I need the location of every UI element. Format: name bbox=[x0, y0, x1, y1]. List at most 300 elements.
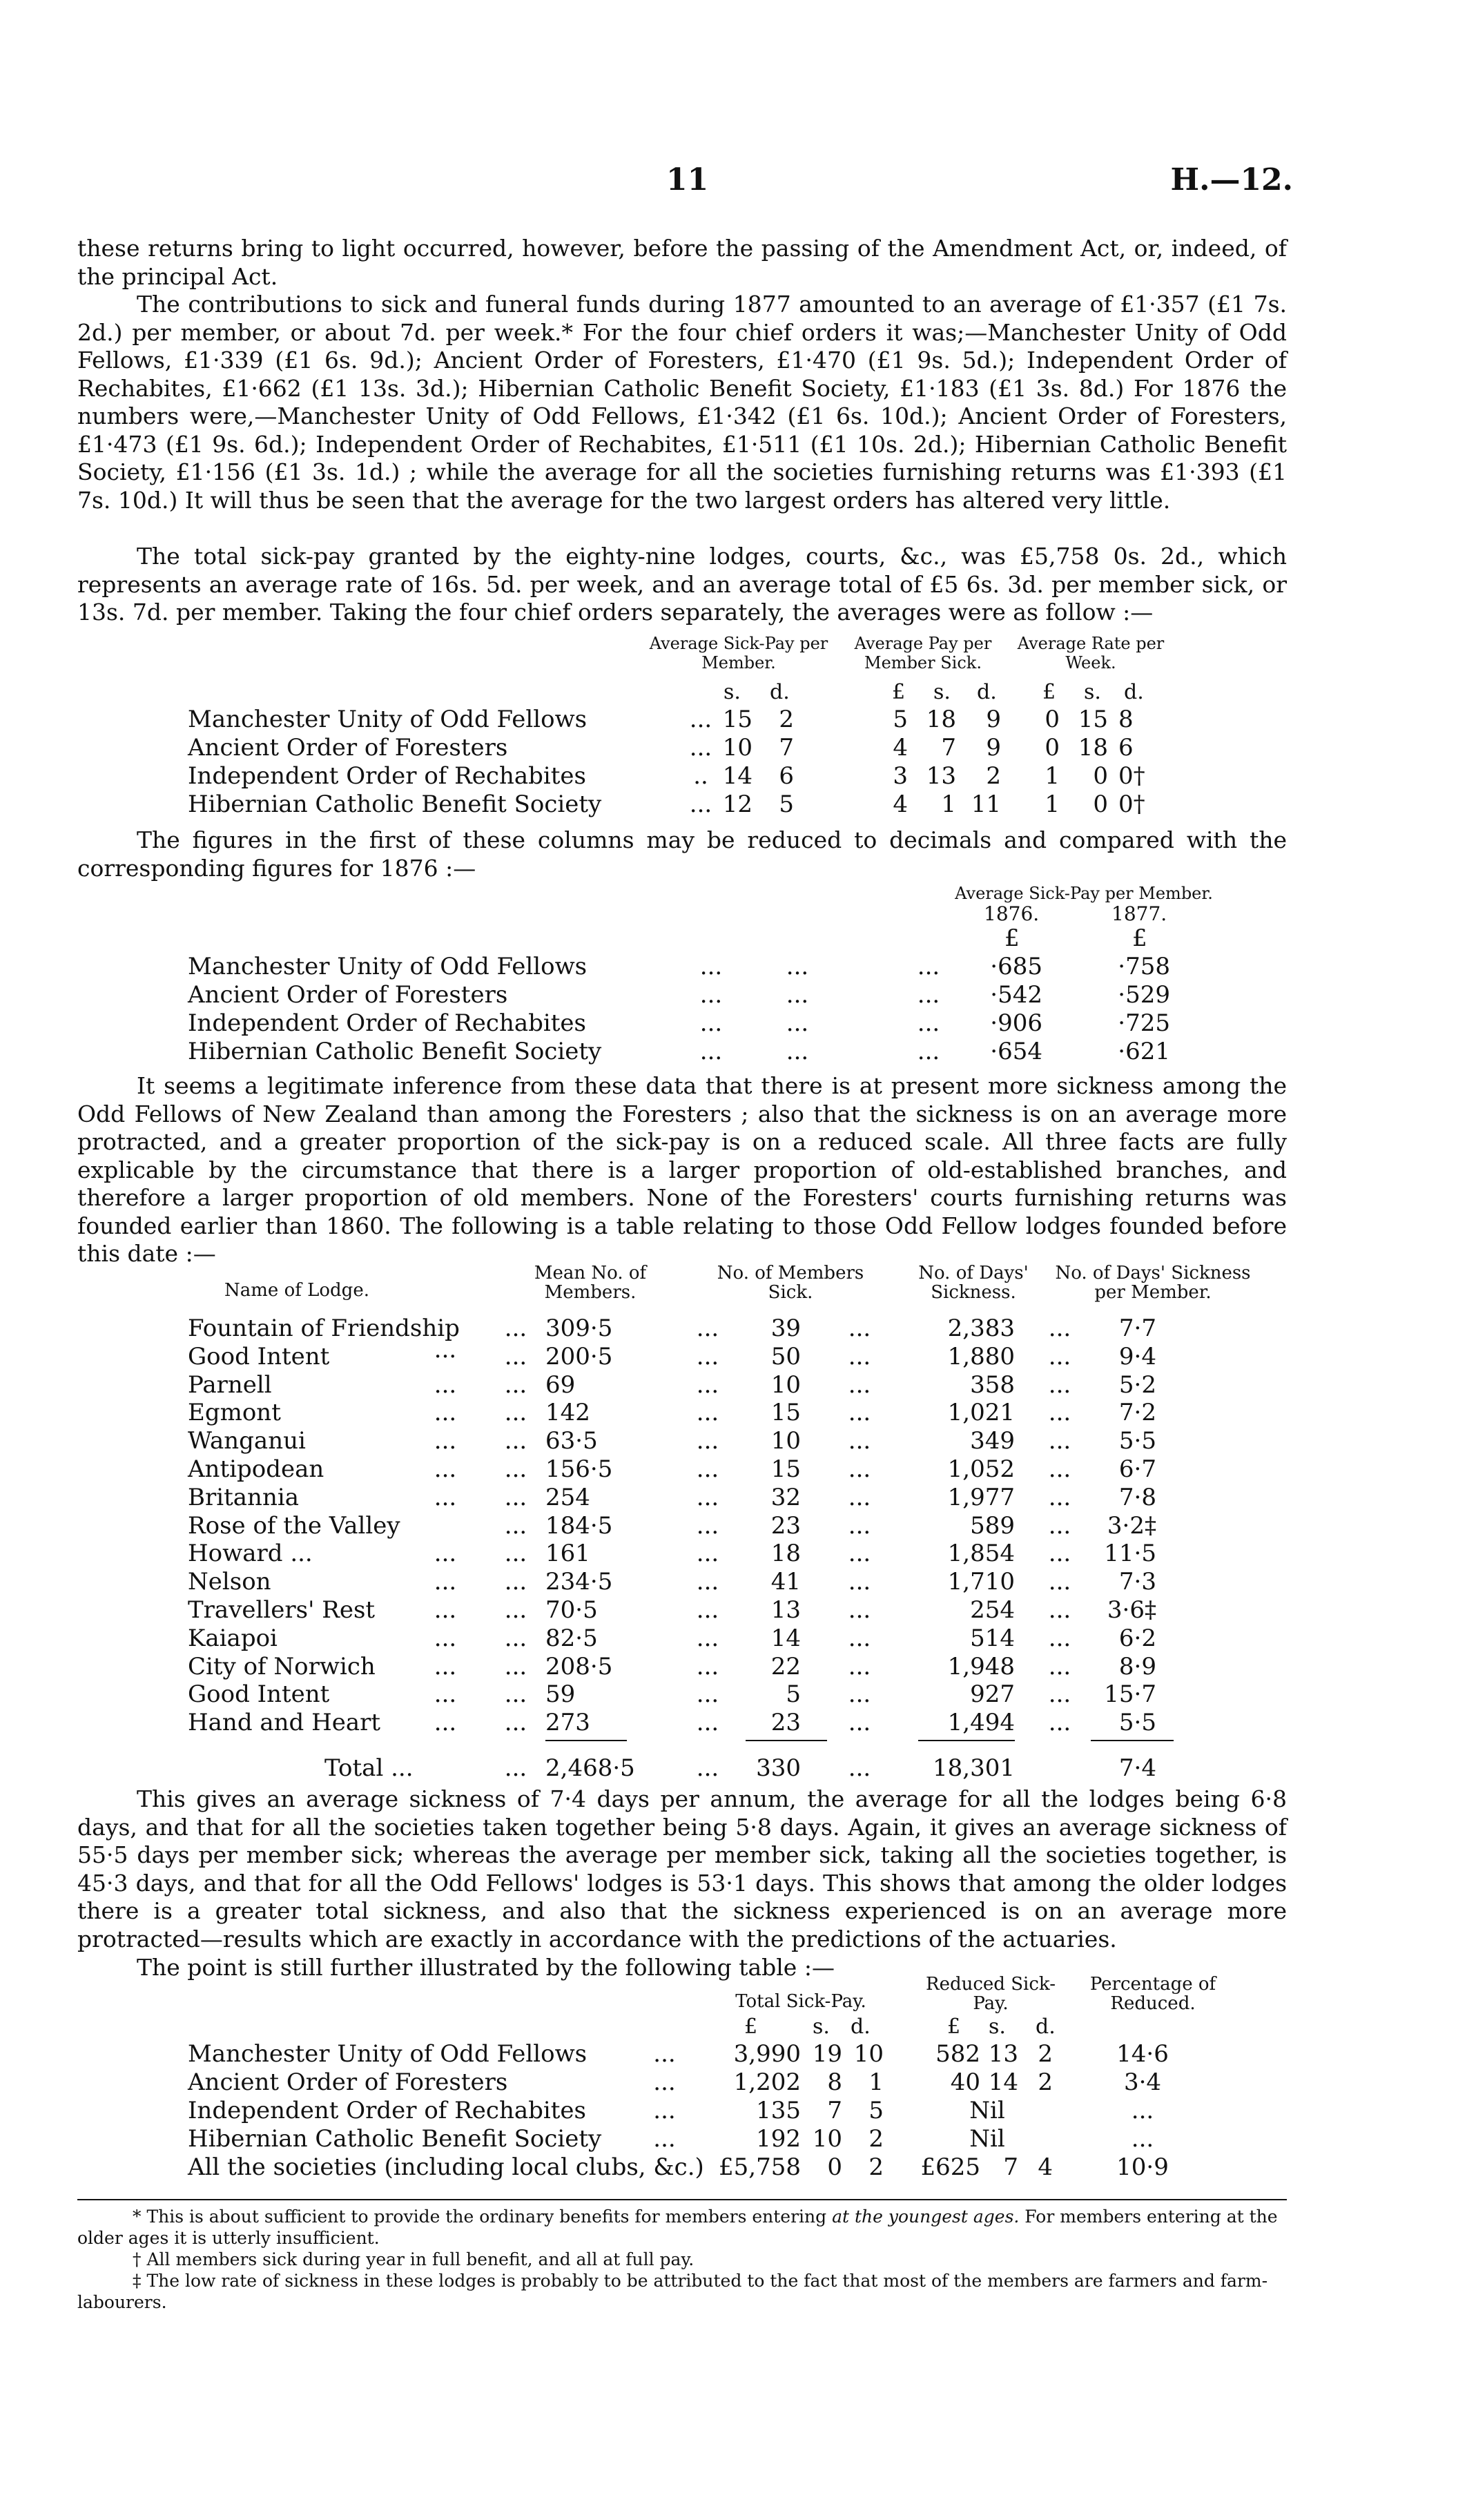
leader-dots: ... bbox=[1048, 1315, 1071, 1342]
footnote-emphasis: at the youngest ages. bbox=[832, 2207, 1020, 2227]
unit-label: s. bbox=[724, 680, 741, 704]
table-row bbox=[0, 2040, 1476, 2068]
leader-dots: ... bbox=[504, 1652, 527, 1680]
days-sickness: 349 bbox=[970, 1427, 1015, 1455]
total-rule bbox=[746, 1740, 827, 1741]
leader-dots: ... bbox=[848, 1315, 871, 1342]
leader-dots: ... bbox=[434, 1370, 457, 1399]
total-pounds: 1,202 bbox=[733, 2068, 801, 2096]
leader-dots: ... bbox=[848, 1511, 871, 1540]
unit-label: s. bbox=[1084, 680, 1101, 704]
table-row bbox=[0, 1038, 1476, 1065]
cell-value: 18 bbox=[1078, 734, 1108, 762]
cell-value: 15 bbox=[1078, 706, 1108, 733]
mean-members: 200·5 bbox=[545, 1342, 613, 1370]
leader-dots: ... bbox=[1048, 1540, 1071, 1568]
days-sickness: 1,710 bbox=[947, 1568, 1015, 1596]
leader-dots: ··· bbox=[434, 1342, 457, 1370]
leader-dots: ... bbox=[653, 2040, 676, 2068]
reduced-nil: Nil bbox=[969, 2125, 1005, 2153]
value-1877: ·529 bbox=[1118, 981, 1170, 1009]
lodge-name: Travellers' Rest bbox=[188, 1596, 376, 1624]
table-row bbox=[0, 1680, 1476, 1708]
value-1876: ·542 bbox=[990, 981, 1042, 1009]
leader-dots: ... bbox=[1048, 1624, 1071, 1652]
paragraph-decimals: The figures in the first of these columns may be reduced to decimals and compared with the corresponding figures for 1876 :— bbox=[77, 826, 1287, 882]
leader-dots: ... bbox=[696, 1511, 719, 1540]
leader-dots: ... bbox=[917, 1009, 940, 1037]
year-label: 1877. bbox=[1111, 902, 1167, 925]
unit-label: £ bbox=[1132, 924, 1147, 952]
table-row bbox=[0, 1709, 1476, 1736]
column-header: No. of Members Sick. bbox=[717, 1263, 864, 1303]
unit-label: d. bbox=[770, 680, 790, 704]
units-row bbox=[0, 924, 1476, 952]
total-pounds: 3,990 bbox=[733, 2040, 801, 2068]
reduced-pounds: 40 bbox=[950, 2068, 980, 2096]
leader-dots: ... bbox=[696, 1540, 719, 1568]
year-label: 1876. bbox=[984, 902, 1040, 925]
cell-value: 5 bbox=[893, 706, 908, 733]
days-sickness: 589 bbox=[970, 1511, 1015, 1540]
leader-dots: ... bbox=[689, 706, 712, 733]
leader-dots: ... bbox=[1048, 1455, 1071, 1483]
paragraph-illustrated: The point is still further illustrated by the following table :— bbox=[137, 1954, 835, 1981]
lodge-name: Fountain of Friendship bbox=[188, 1315, 460, 1342]
footnote-double-dagger: ‡ The low rate of sickness in these lodges is probably to be attributed to the fact that most of the members are farmers and farm-labourers. bbox=[77, 2271, 1268, 2312]
lodge-name: City of Norwich bbox=[188, 1652, 376, 1680]
total-shillings: 7 bbox=[827, 2097, 842, 2124]
column-header: Reduced Sick-Pay. bbox=[926, 1974, 1056, 2014]
leader-dots: ... bbox=[1048, 1342, 1071, 1370]
mean-members: 142 bbox=[545, 1399, 590, 1427]
table-row bbox=[0, 1596, 1476, 1624]
leader-dots: ... bbox=[696, 1624, 719, 1652]
lodge-name: Parnell bbox=[188, 1370, 272, 1399]
days-per-member: 5·5 bbox=[1118, 1709, 1156, 1737]
mean-members: 273 bbox=[545, 1709, 590, 1737]
leader-dots: ... bbox=[653, 2125, 676, 2153]
members-sick: 14 bbox=[770, 1624, 801, 1652]
leader-dots: ... bbox=[504, 1568, 527, 1596]
table-row bbox=[0, 762, 1476, 790]
order-name: Hibernian Catholic Benefit Society bbox=[188, 1038, 602, 1065]
cell-value: 9 bbox=[986, 706, 1001, 733]
column-header: Average Pay per Member Sick. bbox=[854, 634, 992, 672]
leader-dots: ... bbox=[696, 1399, 719, 1427]
leader-dots: ... bbox=[848, 1680, 871, 1709]
table-row bbox=[0, 2097, 1476, 2124]
lodge-name: Kaiapoi bbox=[188, 1624, 278, 1652]
order-name: Independent Order of Rechabites bbox=[188, 762, 586, 790]
table-row bbox=[0, 2125, 1476, 2153]
total-sick: 330 bbox=[756, 1754, 801, 1782]
table-row bbox=[0, 1315, 1476, 1342]
leader-dots: ... bbox=[696, 1596, 719, 1624]
order-name: Hibernian Catholic Benefit Society bbox=[188, 2125, 602, 2153]
days-sickness: 1,052 bbox=[947, 1455, 1015, 1483]
leader-dots: ... bbox=[1048, 1370, 1071, 1399]
days-per-member: 8·9 bbox=[1118, 1652, 1156, 1680]
leader-dots: ... bbox=[696, 1455, 719, 1483]
leader-dots: ... bbox=[696, 1483, 719, 1511]
leader-dots: ... bbox=[848, 1596, 871, 1624]
leader-dots: ... bbox=[917, 981, 940, 1009]
unit-label: £ bbox=[744, 2015, 758, 2039]
days-sickness: 1,880 bbox=[947, 1342, 1015, 1370]
footnote-dagger: † All members sick during year in full benefit, and all at full pay. bbox=[133, 2249, 695, 2269]
total-pounds: £5,758 bbox=[719, 2153, 801, 2181]
total-pence: 2 bbox=[868, 2153, 884, 2181]
leader-dots: ... bbox=[504, 1370, 527, 1399]
cell-value: 0 bbox=[1093, 762, 1108, 790]
leader-dots: ... bbox=[786, 953, 809, 980]
percentage-reduced: 10·9 bbox=[1116, 2153, 1169, 2181]
mean-members: 156·5 bbox=[545, 1455, 613, 1483]
leader-dots: ... bbox=[504, 1596, 527, 1624]
total-shillings: 0 bbox=[827, 2153, 842, 2181]
reduced-pounds: £625 bbox=[920, 2153, 980, 2181]
leader-dots: ... bbox=[504, 1511, 527, 1540]
value-1876: ·685 bbox=[990, 953, 1042, 980]
column-header: No. of Days' Sickness. bbox=[918, 1263, 1029, 1303]
cell-value: 15 bbox=[722, 706, 752, 733]
total-shillings: 19 bbox=[812, 2040, 842, 2068]
lodge-name: Howard ... bbox=[188, 1540, 313, 1568]
cell-value: 2 bbox=[986, 762, 1001, 790]
unit-label: s. bbox=[933, 680, 951, 704]
table-row bbox=[0, 1540, 1476, 1567]
total-days: 18,301 bbox=[933, 1754, 1015, 1782]
lodge-name: Hand and Heart bbox=[188, 1709, 381, 1737]
table-row bbox=[0, 1343, 1476, 1370]
table-row bbox=[0, 981, 1476, 1009]
cell-value: 2 bbox=[779, 706, 794, 733]
value-1876: ·906 bbox=[990, 1009, 1042, 1037]
table-row bbox=[0, 953, 1476, 980]
cell-value: 3 bbox=[893, 762, 908, 790]
cell-value: 1 bbox=[1045, 762, 1060, 790]
table-row bbox=[0, 1455, 1476, 1483]
table-row bbox=[0, 1568, 1476, 1596]
days-per-member: 11·5 bbox=[1104, 1540, 1156, 1568]
lodge-name: Britannia bbox=[188, 1483, 299, 1511]
page-header bbox=[0, 162, 1476, 204]
total-members: 2,468·5 bbox=[545, 1754, 635, 1782]
total-pence: 5 bbox=[868, 2097, 884, 2124]
leader-dots: ... bbox=[1048, 1596, 1071, 1624]
percentage-reduced: ... bbox=[1131, 2097, 1154, 2124]
reduced-nil: Nil bbox=[969, 2097, 1005, 2124]
members-sick: 23 bbox=[770, 1709, 801, 1737]
leader-dots: ... bbox=[696, 1427, 719, 1455]
footnote-text: * This is about sufficient to provide the ordinary benefits for members entering bbox=[133, 2207, 833, 2227]
members-sick: 50 bbox=[770, 1342, 801, 1370]
days-per-member: 5·2 bbox=[1118, 1370, 1156, 1399]
mean-members: 70·5 bbox=[545, 1596, 598, 1624]
leader-dots: ... bbox=[848, 1483, 871, 1511]
unit-label: £ bbox=[947, 2015, 961, 2039]
cell-value: 4 bbox=[893, 791, 908, 818]
reduced-pence: 2 bbox=[1038, 2040, 1053, 2068]
cell-value: 1 bbox=[1045, 791, 1060, 818]
members-sick: 10 bbox=[770, 1370, 801, 1399]
order-name: Ancient Order of Foresters bbox=[188, 2068, 508, 2096]
leader-dots: ... bbox=[689, 734, 712, 762]
order-name: Ancient Order of Foresters bbox=[188, 981, 508, 1009]
lodge-name: Wanganui bbox=[188, 1427, 306, 1455]
leader-dots: ... bbox=[434, 1427, 457, 1455]
cell-value: 4 bbox=[893, 734, 908, 762]
column-header: Mean No. of Members. bbox=[534, 1263, 647, 1303]
table-row bbox=[0, 1427, 1476, 1455]
cell-value: 0 bbox=[1093, 791, 1108, 818]
leader-dots: ... bbox=[434, 1399, 457, 1427]
leader-dots: ... bbox=[434, 1568, 457, 1596]
cell-value: 0 bbox=[1045, 734, 1060, 762]
days-sickness: 2,383 bbox=[947, 1315, 1015, 1342]
leader-dots: ... bbox=[504, 1754, 527, 1782]
leader-dots: ... bbox=[1048, 1652, 1071, 1680]
mean-members: 59 bbox=[545, 1680, 576, 1709]
lodge-name: Nelson bbox=[188, 1568, 271, 1596]
lodge-name: Rose of the Valley bbox=[188, 1511, 400, 1540]
unit-label: s. bbox=[813, 2015, 830, 2039]
column-header: Average Sick-Pay per Member. bbox=[955, 884, 1213, 903]
leader-dots: ... bbox=[434, 1455, 457, 1483]
table-row bbox=[0, 1399, 1476, 1426]
members-sick: 22 bbox=[770, 1652, 801, 1680]
leader-dots: ... bbox=[504, 1540, 527, 1568]
cell-value: 7 bbox=[941, 734, 956, 762]
mean-members: 254 bbox=[545, 1483, 590, 1511]
days-sickness: 254 bbox=[970, 1596, 1015, 1624]
members-sick: 5 bbox=[786, 1680, 801, 1709]
leader-dots: ... bbox=[1048, 1511, 1071, 1540]
leader-dots: ... bbox=[504, 1427, 527, 1455]
table-row bbox=[0, 706, 1476, 733]
column-header: Average Sick-Pay per Member. bbox=[649, 634, 828, 672]
days-sickness: 514 bbox=[970, 1624, 1015, 1652]
leader-dots: ... bbox=[699, 953, 723, 980]
leader-dots: ... bbox=[434, 1680, 457, 1709]
members-sick: 13 bbox=[770, 1596, 801, 1624]
leader-dots: ... bbox=[696, 1342, 719, 1370]
order-name: Manchester Unity of Odd Fellows bbox=[188, 706, 588, 733]
days-per-member: 6·7 bbox=[1118, 1455, 1156, 1483]
value-1877: ·725 bbox=[1118, 1009, 1170, 1037]
days-sickness: 358 bbox=[970, 1370, 1015, 1399]
leader-dots: ... bbox=[504, 1342, 527, 1370]
cell-value: 0 bbox=[1045, 706, 1060, 733]
members-sick: 15 bbox=[770, 1455, 801, 1483]
members-sick: 41 bbox=[770, 1568, 801, 1596]
lodge-name: Antipodean bbox=[188, 1455, 324, 1483]
leader-dots: ... bbox=[1048, 1709, 1071, 1737]
days-sickness: 1,021 bbox=[947, 1399, 1015, 1427]
leader-dots: ... bbox=[696, 1754, 719, 1782]
column-header: No. of Days' Sickness per Member. bbox=[1055, 1263, 1251, 1303]
leader-dots: ... bbox=[1048, 1399, 1071, 1427]
table-row bbox=[0, 2153, 1476, 2181]
total-rule bbox=[1091, 1740, 1174, 1741]
mean-members: 63·5 bbox=[545, 1427, 598, 1455]
leader-dots: ... bbox=[504, 1483, 527, 1511]
days-per-member: 3·6‡ bbox=[1107, 1596, 1156, 1624]
days-sickness: 1,948 bbox=[947, 1652, 1015, 1680]
leader-dots: ... bbox=[1048, 1427, 1071, 1455]
column-header: Percentage of Reduced. bbox=[1089, 1974, 1216, 2014]
leader-dots: ... bbox=[848, 1709, 871, 1737]
leader-dots: ... bbox=[653, 2068, 676, 2096]
table-row bbox=[0, 1009, 1476, 1037]
cell-value: 1 bbox=[941, 791, 956, 818]
days-per-member: 7·2 bbox=[1118, 1399, 1156, 1427]
table-row bbox=[0, 1653, 1476, 1680]
unit-label: d. bbox=[1124, 680, 1144, 704]
leader-dots: ... bbox=[917, 1038, 940, 1065]
reduced-pence: 2 bbox=[1038, 2068, 1053, 2096]
footnotes bbox=[77, 2206, 1287, 2313]
cell-value: 7 bbox=[779, 734, 794, 762]
leader-dots: ... bbox=[504, 1315, 527, 1342]
units-row bbox=[0, 2015, 1476, 2042]
order-name: Independent Order of Rechabites bbox=[188, 1009, 586, 1037]
total-label: Total ... bbox=[324, 1754, 414, 1782]
members-sick: 23 bbox=[770, 1511, 801, 1540]
days-sickness: 927 bbox=[970, 1680, 1015, 1709]
document-reference: H.—12. bbox=[1170, 162, 1293, 197]
leader-dots: ... bbox=[848, 1342, 871, 1370]
leader-dots: ... bbox=[689, 791, 712, 818]
days-per-member: 7·8 bbox=[1118, 1483, 1156, 1511]
total-rule bbox=[918, 1740, 1015, 1741]
paragraph-inference: It seems a legitimate inference from these data that there is at present more sickness among the Odd Fellows of New Zealand than among the Foresters ; also that the sickness is on an average more protracted, and a greater proportion of the sick-pay is on a reduced scale. All three facts are fully explicable by the circumstance that there is a larger proportion of old-established branches, and therefore a larger proportion of old members. None of the Foresters' courts furnishing returns was founded earlier than 1860. The following is a table relating to those Odd Fellow lodges founded before this date :— bbox=[77, 1072, 1287, 1267]
cell-value: 13 bbox=[926, 762, 956, 790]
value-1877: ·621 bbox=[1118, 1038, 1170, 1065]
cell-value: 8 bbox=[1118, 706, 1134, 733]
members-sick: 32 bbox=[770, 1483, 801, 1511]
days-sickness: 1,854 bbox=[947, 1540, 1015, 1568]
members-sick: 18 bbox=[770, 1540, 801, 1568]
leader-dots: ... bbox=[504, 1455, 527, 1483]
leader-dots: ... bbox=[504, 1709, 527, 1737]
lodge-name: Good Intent bbox=[188, 1680, 330, 1709]
order-name: Hibernian Catholic Benefit Society bbox=[188, 791, 602, 818]
cell-value: 10 bbox=[722, 734, 752, 762]
order-name: Independent Order of Rechabites bbox=[188, 2097, 586, 2124]
total-pence: 2 bbox=[868, 2125, 884, 2153]
leader-dots: ... bbox=[1048, 1483, 1071, 1511]
units-row bbox=[0, 680, 1476, 708]
footnote-asterisk bbox=[77, 2206, 1287, 2249]
footnote-divider bbox=[77, 2199, 1287, 2200]
leader-dots: ... bbox=[434, 1709, 457, 1737]
total-pounds: 135 bbox=[756, 2097, 801, 2124]
days-per-member: 3·2‡ bbox=[1107, 1511, 1156, 1540]
leader-dots: ... bbox=[653, 2097, 676, 2124]
total-shillings: 8 bbox=[827, 2068, 842, 2096]
leader-dots: ... bbox=[1048, 1680, 1071, 1709]
unit-label: s. bbox=[989, 2015, 1006, 2039]
lodge-name: Egmont bbox=[188, 1399, 281, 1427]
leader-dots: ... bbox=[848, 1754, 871, 1782]
footnote-text: For members entering at the older ages it is utterly insufficient. bbox=[77, 2207, 1278, 2248]
paragraph-sick-pay: The total sick-pay granted by the eighty-nine lodges, courts, &c., was £5,758 0s. 2d., which represents an average rate of 16s. 5d. per week, and an average total of £5 6s. 3d. per member sick, or 13s. 7d. per member. Taking the four chief orders separately, the averages were as follow :— bbox=[77, 543, 1287, 626]
column-header: Average Rate per Week. bbox=[1017, 634, 1165, 672]
reduced-shillings: 13 bbox=[988, 2040, 1018, 2068]
leader-dots: ... bbox=[786, 1009, 809, 1037]
days-per-member: 7·3 bbox=[1118, 1568, 1156, 1596]
members-sick: 10 bbox=[770, 1427, 801, 1455]
table-row bbox=[0, 2068, 1476, 2096]
unit-label: d. bbox=[977, 680, 997, 704]
leader-dots: ... bbox=[434, 1483, 457, 1511]
unit-label: £ bbox=[1042, 680, 1056, 704]
reduced-shillings: 7 bbox=[1003, 2153, 1018, 2181]
table-row bbox=[0, 734, 1476, 762]
cell-value: 14 bbox=[722, 762, 752, 790]
members-sick: 15 bbox=[770, 1399, 801, 1427]
order-name: Manchester Unity of Odd Fellows bbox=[188, 2040, 588, 2068]
percentage-reduced: ... bbox=[1131, 2125, 1154, 2153]
reduced-pence: 4 bbox=[1038, 2153, 1053, 2181]
days-per-member: 7·7 bbox=[1118, 1315, 1156, 1342]
total-shillings: 10 bbox=[812, 2125, 842, 2153]
paragraph-contributions: The contributions to sick and funeral funds during 1877 amounted to an average of £1·357 (£1 7s. 2d.) per member, or about 7d. per week.* For the four chief orders it was;—Manchester Unity of Odd Fellows, £1·339 (£1 6s. 9d.); Ancient Order of Foresters, £1·470 (£1 9s. 5d.); Independent Order of Rechabites, £1·662 (£1 13s. 3d.); Hibernian Catholic Benefit Society, £1·183 (£1 3s. 8d.) For 1876 the numbers were,—Manchester Unity of Odd Fellows, £1·342 (£1 6s. 10d.); Ancient Order of Foresters, £1·473 (£1 9s. 6d.); Independent Order of Rechabites, £1·511 (£1 10s. 2d.); Hibernian Catholic Benefit Society, £1·156 (£1 3s. 1d.) ; while the average for all the societies furnishing returns was £1·393 (£1 7s. 10d.) It will thus be seen that the average for the two largest orders has altered very little. bbox=[77, 291, 1287, 514]
leader-dots: ... bbox=[848, 1455, 871, 1483]
leader-dots: ... bbox=[504, 1680, 527, 1709]
days-sickness: 1,494 bbox=[947, 1709, 1015, 1737]
leader-dots: ... bbox=[504, 1624, 527, 1652]
order-name: Manchester Unity of Odd Fellows bbox=[188, 953, 588, 980]
days-per-member: 15·7 bbox=[1104, 1680, 1156, 1709]
leader-dots: ... bbox=[434, 1540, 457, 1568]
reduced-pounds: 582 bbox=[935, 2040, 980, 2068]
leader-dots: ... bbox=[696, 1652, 719, 1680]
mean-members: 234·5 bbox=[545, 1568, 613, 1596]
leader-dots: ... bbox=[696, 1680, 719, 1709]
days-per-member: 5·5 bbox=[1118, 1427, 1156, 1455]
leader-dots: ... bbox=[848, 1370, 871, 1399]
table-row bbox=[0, 1512, 1476, 1540]
column-header: Total Sick-Pay. bbox=[735, 1991, 866, 2012]
mean-members: 69 bbox=[545, 1370, 576, 1399]
table-row bbox=[0, 1484, 1476, 1511]
leader-dots: ... bbox=[848, 1568, 871, 1596]
total-rule bbox=[545, 1740, 627, 1741]
cell-value: 12 bbox=[722, 791, 752, 818]
leader-dots: ... bbox=[696, 1370, 719, 1399]
leader-dots: ... bbox=[848, 1652, 871, 1680]
order-name: Ancient Order of Foresters bbox=[188, 734, 508, 762]
cell-value: 0† bbox=[1118, 762, 1145, 790]
reduced-shillings: 14 bbox=[988, 2068, 1018, 2096]
leader-dots: ... bbox=[699, 1038, 723, 1065]
cell-value: 11 bbox=[971, 791, 1001, 818]
cell-value: 6 bbox=[1118, 734, 1134, 762]
leader-dots: ... bbox=[434, 1624, 457, 1652]
value-1876: ·654 bbox=[990, 1038, 1042, 1065]
mean-members: 309·5 bbox=[545, 1315, 613, 1342]
table-row bbox=[0, 1371, 1476, 1399]
mean-members: 184·5 bbox=[545, 1511, 613, 1540]
column-header: Name of Lodge. bbox=[224, 1280, 369, 1301]
leader-dots: ... bbox=[696, 1315, 719, 1342]
leader-dots: .. bbox=[693, 762, 708, 790]
leader-dots: ... bbox=[848, 1540, 871, 1568]
cell-value: 6 bbox=[779, 762, 794, 790]
